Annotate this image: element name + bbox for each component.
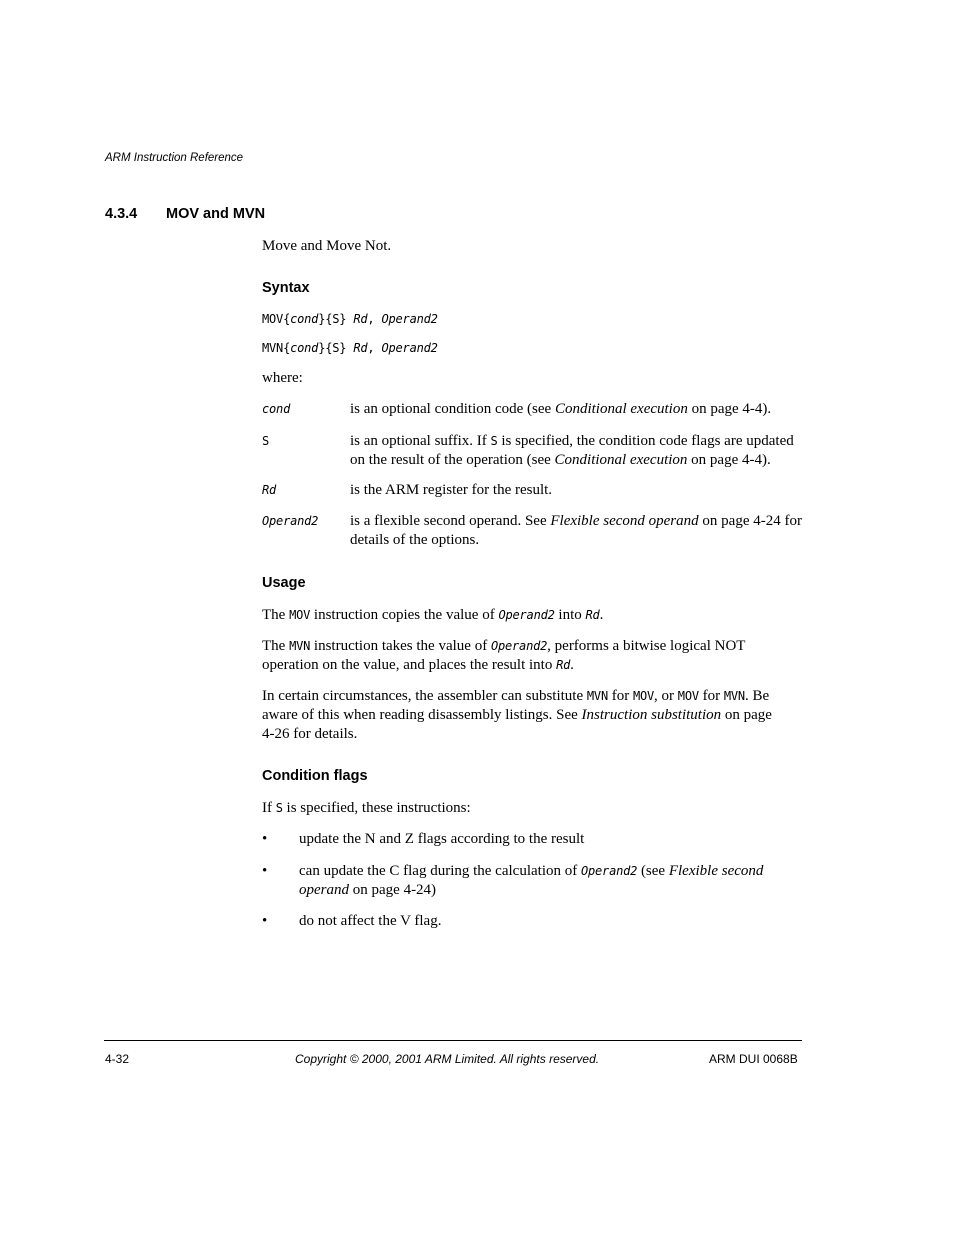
usage-paragraph-3 (262, 687, 787, 744)
syntax-cond: cond (290, 341, 319, 355)
cross-reference: Conditional execution (554, 401, 688, 417)
footer-rule (104, 1040, 802, 1041)
inline-code: MVN (723, 689, 745, 703)
text-run: for (607, 688, 633, 704)
inline-code: Operand2 (498, 608, 555, 622)
usage-paragraph-1 (262, 606, 762, 625)
syntax-operand2: Operand2 (381, 312, 438, 326)
text-run: The (262, 638, 290, 654)
syntax-mnemonic: MVN{ (262, 341, 291, 355)
inline-code: Operand2 (580, 864, 638, 878)
copyright-notice: Copyright © 2000, 2001 ARM Limited. All rights reserved. (295, 1052, 600, 1066)
condition-flags-heading: Condition flags (262, 768, 368, 784)
inline-code: S (490, 434, 498, 448)
text-run: for (698, 688, 724, 704)
text-run: . (570, 657, 574, 673)
def-desc-rd: is the ARM register for the result. (350, 482, 553, 498)
bullet-icon: • (262, 863, 268, 879)
text-run: . (599, 607, 604, 623)
syntax-mnemonic: MOV{ (262, 312, 291, 326)
text-run: , or (654, 688, 678, 704)
syntax-line-mvn (262, 341, 802, 355)
cross-reference: Flexible second operand (299, 863, 764, 898)
text-run: on page 4-26 for details. (262, 707, 772, 742)
section-intro: Move and Move Not. (262, 238, 392, 254)
syntax-comma: , (367, 341, 382, 355)
text-run: on page 4-4). (687, 452, 771, 468)
text-run: is specified, these instructions: (282, 800, 471, 816)
section-number: 4.3.4 (105, 206, 138, 222)
def-desc-cond (350, 400, 802, 419)
syntax-suffix: }{S} (318, 312, 354, 326)
syntax-rd: Rd (353, 312, 368, 326)
inline-code: MVN (289, 639, 311, 653)
syntax-heading: Syntax (262, 280, 310, 296)
text-run: on page 4-24 for details of the options. (350, 513, 802, 548)
text-run: can update the C flag during the calculation of (299, 863, 581, 879)
text-run: (see (637, 863, 669, 879)
usage-heading: Usage (262, 575, 306, 591)
text-run: on page 4-4). (687, 401, 772, 417)
bullet-icon: • (262, 831, 268, 847)
inline-code: MOV (289, 608, 311, 622)
bullet-item-2 (299, 862, 789, 900)
flags-intro (262, 799, 802, 818)
usage-paragraph-2 (262, 637, 762, 675)
inline-code: S (275, 801, 283, 815)
syntax-comma: , (367, 312, 382, 326)
cross-reference: Instruction substitution (581, 707, 722, 723)
document-id: ARM DUI 0068B (709, 1052, 798, 1066)
def-desc-operand2 (350, 512, 802, 550)
cross-reference: Conditional execution (554, 452, 688, 468)
text-run: instruction takes the value of (310, 638, 491, 654)
running-header: ARM Instruction Reference (105, 152, 244, 164)
text-run: is an optional suffix. If (350, 433, 491, 449)
bullet-item-1: update the N and Z flags according to the result (299, 831, 585, 847)
syntax-rd: Rd (353, 341, 368, 355)
text-run: . Be aware of this when reading disassembly listings. See (262, 688, 770, 723)
page-number: 4-32 (105, 1052, 130, 1066)
text-run: into (554, 607, 586, 623)
cross-reference: Flexible second operand (550, 513, 699, 529)
text-run: , performs a bitwise logical NOT operation on the value, and places the result into (262, 638, 746, 673)
syntax-operand2: Operand2 (381, 341, 438, 355)
syntax-cond: cond (290, 312, 319, 326)
text-run: is an optional condition code (see (350, 401, 555, 417)
inline-code: MOV (632, 689, 655, 703)
text-run: If (262, 800, 276, 816)
text-run: The (262, 607, 290, 623)
def-term-operand2: Operand2 (262, 514, 319, 528)
inline-code: Operand2 (490, 639, 548, 653)
text-run: is specified, the condition code flags are updated on the result of the operation (see (350, 433, 794, 468)
text-run: on page 4-24) (349, 882, 437, 898)
text-run: In certain circumstances, the assembler can substitute (262, 688, 587, 704)
syntax-line-mov (262, 312, 802, 326)
inline-code: MOV (677, 689, 699, 703)
def-term-rd: Rd (262, 483, 277, 497)
inline-code: MVN (586, 689, 608, 703)
where-label: where: (262, 370, 303, 386)
def-desc-s (350, 432, 802, 470)
bullet-item-3: do not affect the V flag. (299, 913, 442, 929)
def-term-s: S (262, 434, 270, 448)
text-run: is a flexible second operand. See (350, 513, 551, 529)
section-title: MOV and MVN (166, 206, 266, 222)
syntax-suffix: }{S} (318, 341, 354, 355)
inline-code: Rd (556, 658, 571, 672)
bullet-icon: • (262, 913, 268, 929)
inline-code: Rd (585, 608, 600, 622)
def-term-cond: cond (262, 402, 291, 416)
text-run: instruction copies the value of (310, 607, 499, 623)
